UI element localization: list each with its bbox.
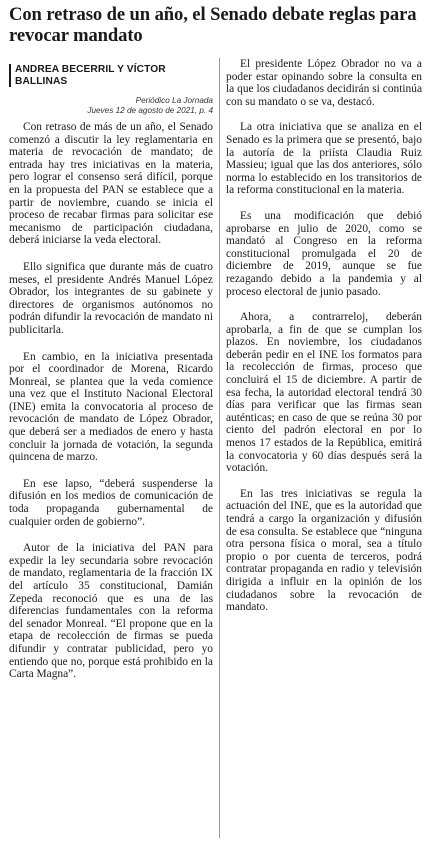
paragraph: En ese lapso, “deberá suspenderse la difusión en los medios de comunicación de toda propaganda gubernamental de cualquier orden de gobierno”.	[9, 477, 213, 528]
source-credit	[9, 96, 213, 116]
right-column	[226, 58, 422, 614]
paragraph: Autor de la iniciativa del PAN para expedir la ley secundaria sobre revocación de mandato, reglamentaria de la fracción IX del artículo 35 constitucional, Damián Zepeda reconoció que es una de las diferencias fundamentales con la reforma del senador Monreal. “El propone que en la etapa de recolección de firmas se pueda difundir y contratar publicidad, pero yo entiendo que no, porque está prohibido en la Carta Magna”.	[9, 542, 213, 681]
paragraph: Con retraso de más de un año, el Senado comenzó a discutir la ley reglamentaria en materia de revocación de mandato; de entrada hay tres iniciativas en la materia, pero lograr el consenso será difícil, porque en la propuesta del PAN se establece que a partir de noviembre, cuando se inicia el proceso de recabar firmas para solicitar ese mecanismo de participación ciudadana, deberá iniciarse la veda electoral.	[9, 121, 213, 247]
paragraph: El presidente López Obrador no va a poder estar opinando sobre la consulta en la que los ciudadanos decidirán si continúa con su mandato o se va, destacó.	[226, 58, 422, 108]
paragraph: La otra iniciativa que se analiza en el Senado es la primera que se presentó, bajo la autoría de la priísta Claudia Ruiz Massieu; igual que las dos anteriores, sólo norma lo establecido en los transitorios de la reforma constitucional en la materia.	[226, 121, 422, 197]
paragraph: Ello significa que durante más de cuatro meses, el presidente Andrés Manuel López Obrador, los integrantes de su gabinete y directores de organismos autónomos no podrán difundir la revocación de mandato ni publicitarla.	[9, 260, 213, 336]
article-headline: Con retraso de un año, el Senado debate reglas para revocar mandato	[9, 4, 417, 46]
byline: ANDREA BECERRIL Y VÍCTOR BALLINAS	[9, 64, 213, 87]
source-date-page: Jueves 12 de agosto de 2021, p. 4	[87, 106, 213, 115]
left-column	[9, 58, 213, 681]
paragraph: Es una modificación que debió aprobarse en julio de 2020, como se mandató al Congreso en la reforma constitucional promulgada el 20 de diciembre de 2019, aunque se fue rezagando debido a la pandemia y al proceso electoral de junio pasado.	[226, 209, 422, 298]
paragraph: En las tres iniciativas se regula la actuación del INE, que es la autoridad que tendrá a cargo la organización y difusión de esa consulta. Se establece que “ninguna otra persona física o moral, sea a título propio o por cuenta de terceros, podrá contratar propaganda en radio y televisión dirigida a influir en la opinión de los ciudadanos sobre la revocación de mandato.	[226, 487, 422, 614]
source-publication: Periódico La Jornada	[135, 96, 213, 105]
article-body	[9, 58, 421, 838]
column-divider	[219, 58, 220, 838]
paragraph: En cambio, en la iniciativa presentada por el coordinador de Morena, Ricardo Monreal, se plantea que la veda comience una vez que el Instituto Nacional Electoral (INE) emita la convocatoria al proceso de revocación de mandato de López Obrador, que deberá ser a mediados de enero y hasta concluir la jornada de votación, la segunda quincena de marzo.	[9, 350, 213, 464]
paragraph: Ahora, a contrarreloj, deberán aprobarla, a fin de que se cumplan los plazos. En noviembre, los ciudadanos deberán pedir en el INE los formatos para la recolección de firmas, proceso que concluirá el 15 de diciembre. A partir de esa fecha, la autoridad electoral tendrá 30 días para verificar que las firmas sean auténticas; en caso de que se reúna 30 por ciento del padrón electoral en por lo menos 17 estados de la República, emitirá la convocatoria y 60 días después será la votación.	[226, 311, 422, 475]
